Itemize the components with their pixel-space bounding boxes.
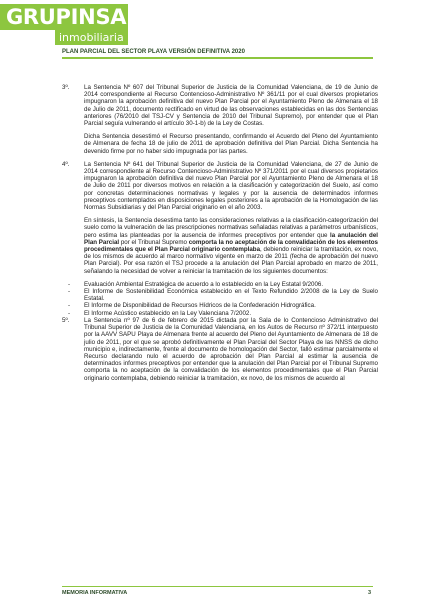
logo-wordmark: GRUPINSA bbox=[0, 4, 128, 30]
document-body bbox=[62, 84, 378, 388]
bullet-text: El Informe de Disponibilidad de Recursos Hídricos de la Confederación Hidrográfica. bbox=[84, 302, 316, 310]
bullet-dash: - bbox=[68, 280, 71, 288]
bold-text-run: la anulación del Plan Parcial bbox=[84, 231, 378, 246]
list-bullet bbox=[68, 302, 378, 309]
bullet-text: El Informe de Sostenibilidad Económica establecido en el Texto Refundido 2/2008 de la Ley de Suelo Estatal. bbox=[84, 288, 378, 303]
item-paragraph bbox=[84, 217, 378, 275]
list-item bbox=[62, 84, 378, 127]
bullet-dash: - bbox=[68, 302, 71, 310]
text-run: En síntesis, la Sentencia desestima tanto las consideraciones relativas a la clasificación-categorización del suelo como la vulneración de las prescripciones normativas señaladas relativas a parámetros urbanísticos, pero estima las planteadas por la ausencia de informes preceptivos por entender que bbox=[84, 217, 378, 239]
list-bullet bbox=[68, 310, 378, 317]
bullet-text: Evaluación Ambiental Estratégica de acuerdo a lo establecido en la Ley Estatal 9/2006. bbox=[84, 280, 324, 288]
header-divider bbox=[62, 57, 373, 59]
bold-text-run: comporta la no aceptación de la convalidación de los elementos procedimentales que el Plan Parcial originario contemplaba bbox=[84, 238, 378, 254]
item-text: La Sentencia nº 97 de 6 de febrero de 2015 dictada por la Sala de lo Contencioso Administrativo del Tribunal Superior de Justicia de la Comunidad Valenciana, en los Autos de Recurso nº 372/11 interpuesto por la AAVV SAPU Playa de Almenara frente al acuerdo del Pleno del Ayuntamiento de Almenara de 18 de julio de 2011, por el que se aprobó definitivamente el Plan Parcial del Sector Playa de las NNSS de dicho municipio e, indirectamente, frente al documento de homologación del Sector, falló estimar parcialmente el Recurso declarando nulo el acuerdo de aprobación del Plan Parcial al estimar la ausencia de determinados informes preceptivos por entender que la anulación del Plan Parcial por el Tribunal Supremo comporta la no aceptación de la convalidación de los elementos procedimentales que el Plan Parcial originario contemplaba, debiendo reiniciar la tramitación, ex novo, de los mismos de acuerdo al bbox=[84, 316, 378, 382]
bullet-text: El Informe Acústico establecido en la Ley Valenciana 7/2002. bbox=[84, 309, 252, 317]
list-item bbox=[62, 317, 378, 382]
company-logo bbox=[0, 4, 128, 48]
footer-divider bbox=[62, 586, 373, 587]
bullet-dash: - bbox=[68, 288, 71, 296]
bullet-dash: - bbox=[68, 309, 71, 317]
item-number: 4º. bbox=[62, 160, 70, 168]
footer-section-title: MEMORIA INFORMATIVA bbox=[62, 590, 128, 596]
document-list bbox=[62, 281, 378, 317]
logo-subtitle: inmobiliaria bbox=[55, 30, 128, 45]
item-text: La Sentencia Nº 641 del Tribunal Superior de Justicia de la Comunidad Valenciana, de 27 de Junio de 2014 correspondiente al Recurso Contencioso-Administrativo Nº 371/2011 por el cual diversos propietarios impugnaron la aprobación definitiva del nuevo Plan Parcial por el Ayuntamiento Pleno de Almenara el 18 de Julio de 2011 por diversos motivos en relación a la clasificación y categorización del Suelo, así como por concretas determinaciones normativas y legales y por la ausencia de determinados informes preceptivos contemplados en disposiciones legales posteriores a la aprobación de la Homologación de las Normas Subsidiarias y del Plan Parcial originario en el año 2003. bbox=[84, 160, 378, 212]
list-bullet bbox=[68, 281, 378, 288]
item-paragraph: Dicha Sentencia desestimó el Recurso presentando, confirmando el Acuerdo del Pleno del Ayuntamiento de Almenara de fecha 18 de julio de 2011 de aprobación definitiva del Plan Parcial. Dicha Sentencia ha devenido firme por no haber sido impugnada por las partes. bbox=[84, 133, 378, 155]
list-bullet bbox=[68, 288, 378, 302]
item-text: La Sentencia Nº 607 del Tribunal Superior de Justicia de la Comunidad Valenciana, de 19 de Junio de 2014 correspondiente al Recurso Contencioso-Administrativo Nº 361/11 por el cual diversos propietarios impugnaron la aprobación definitiva del nuevo Plan Parcial por el Ayuntamiento Pleno de Almenara el 18 de Julio de 2011, documento rectificado en virtud de las observaciones establecidas en las dos Sentencias anteriores (76/2010 del TSJ-CV y Sentencia de 2010 del Tribunal Supremo), por entender que el Plan Parcial seguía vulnerando el artículo 30-1-b) de la Ley de Costas. bbox=[84, 84, 378, 128]
document-header-title: PLAN PARCIAL DEL SECTOR PLAYA VERSIÓN DEFINITIVA 2020 bbox=[62, 49, 245, 55]
text-run: , debiendo reiniciar la tramitación, ex novo, de los mismos de acuerdo al marco normativo vigente en marzo de 2011 (fecha de aprobación del nuevo Plan Parcial). Por esa razón el TSJ procede a la anulación del Plan Parcial aprobado en marzo de 2011, señalando la necesidad de volver a reiniciar la tramitación de los siguientes documentos: bbox=[84, 246, 378, 275]
text-run: por el Tribunal Supremo bbox=[119, 238, 189, 246]
page-number: 3 bbox=[368, 590, 372, 596]
item-number: 3º. bbox=[62, 84, 70, 91]
list-item bbox=[62, 161, 378, 211]
item-number: 5º. bbox=[62, 316, 70, 324]
